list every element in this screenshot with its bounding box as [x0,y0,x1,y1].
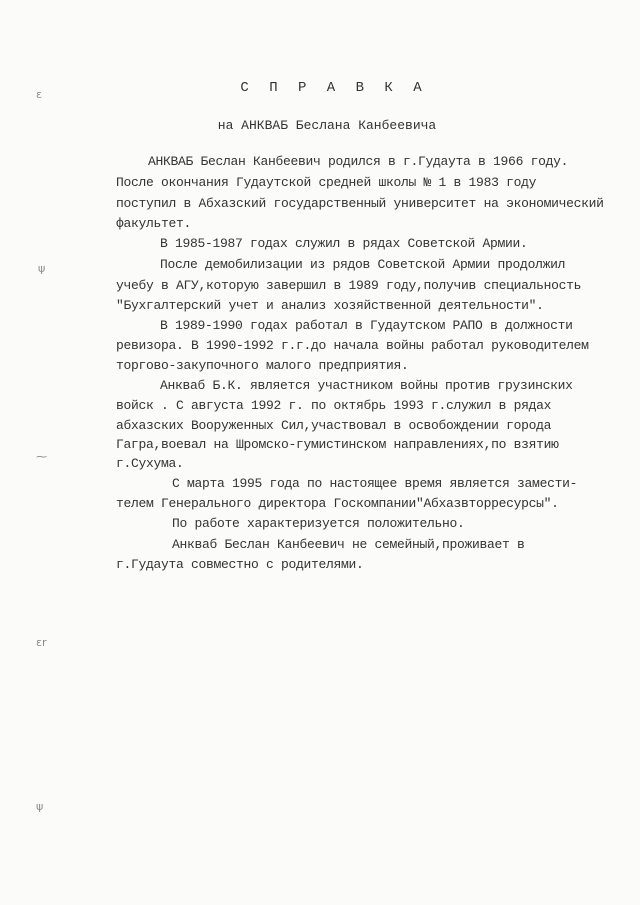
text-line: ревизора. В 1990-1992 г.г.до начала войны работал руководителем [116,338,589,353]
text-line: поступил в Абхазский государственный университет на экономический [116,196,604,211]
text-line: С марта 1995 года по настоящее время является замести- [172,476,578,491]
text-line: АНКВАБ Беслан Канбеевич родился в г.Гудаута в 1966 году. [148,154,569,169]
text-line: "Бухгалтерский учет и анализ хозяйственной деятельности". [116,298,544,313]
text-line: Анкваб Б.К. является участником войны против грузинских [160,378,573,393]
text-line: г.Сухума. [116,456,184,471]
text-line: Анкваб Беслан Канбеевич не семейный,проживает в [172,537,525,552]
text-line: После демобилизации из рядов Советской Армии продолжил [160,257,566,272]
margin-mark: εr [36,636,47,649]
text-line: г.Гудаута совместно с родителями. [116,557,364,572]
text-line: В 1989-1990 годах работал в Гудаутском РАПО в должности [160,318,573,333]
margin-mark: ⁓ [36,450,47,463]
text-line: абхазских Вооруженных Сил,участвовал в освобождении города [116,418,552,433]
text-line: По работе характеризуется положительно. [172,516,465,531]
text-line: Гагра,воевал на Шромско-гумистинском направлениях,по взятию [116,437,559,452]
margin-mark: ψ [36,800,44,813]
margin-mark: ψ [38,262,46,275]
document-subtitle: на АНКВАБ Беслана Канбеевича [217,118,437,133]
margin-mark: ε [36,88,42,101]
text-line: учебу в АГУ,которую завершил в 1989 году,получив специальность [116,278,582,293]
text-line: торгово-закупочного малого предприятия. [116,358,409,373]
text-line: В 1985-1987 годах служил в рядах Советской Армии. [160,236,528,251]
text-line: войск . С августа 1992 г. по октябрь 1993 г.служил в рядах [116,398,552,413]
text-line: телем Генерального директора Госкомпании"Абхазвторресурсы". [116,496,559,511]
document-title: С П Р А В К А [240,80,428,96]
text-line: факультет. [116,216,192,231]
text-line: После окончания Гудаутской средней школы № 1 в 1983 году [116,175,537,190]
